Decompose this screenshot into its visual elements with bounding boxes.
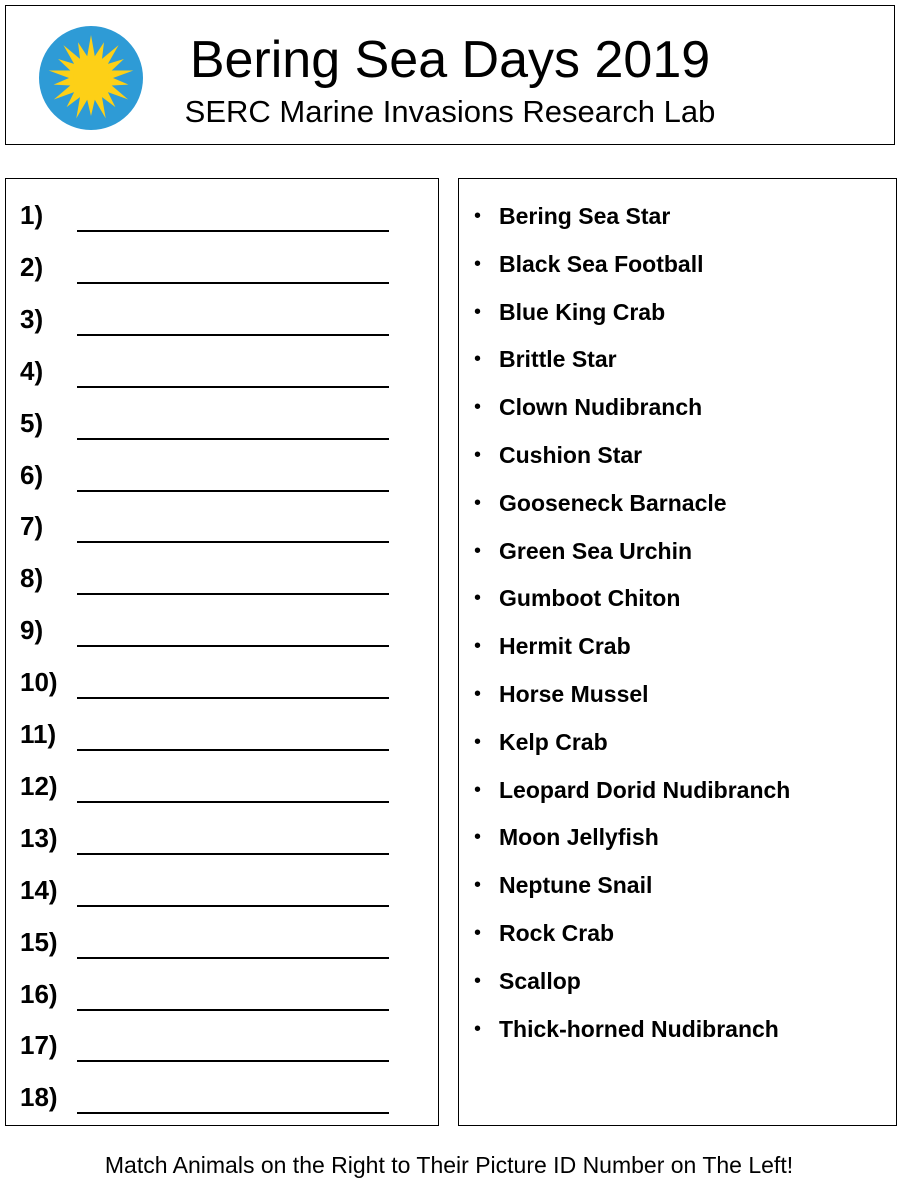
answer-number: 18) <box>20 1082 58 1113</box>
animal-name: Horse Mussel <box>499 681 649 707</box>
answer-blank-line[interactable] <box>77 282 389 284</box>
answer-row <box>6 301 438 341</box>
animal-list-item <box>459 773 896 807</box>
animal-name: Gumboot Chiton <box>499 585 681 612</box>
page-subtitle: SERC Marine Invasions Research Lab <box>184 94 716 129</box>
answer-row <box>6 508 438 548</box>
answer-row <box>6 457 438 497</box>
answer-row <box>6 716 438 756</box>
animal-list-panel <box>458 178 897 1126</box>
instruction-footer: Match Animals on the Right to Their Picture ID Number on The Left! <box>104 1152 794 1178</box>
answer-number: 13) <box>20 822 58 853</box>
answer-blank-line[interactable] <box>77 334 389 336</box>
answer-row <box>6 924 438 964</box>
answer-blank-line[interactable] <box>77 853 389 855</box>
answer-sheet-panel <box>5 178 439 1126</box>
answer-row <box>6 976 438 1016</box>
answer-row <box>6 560 438 600</box>
bullet-icon: • <box>474 252 482 275</box>
answer-number: 7) <box>20 511 44 542</box>
answer-row <box>6 664 438 704</box>
bullet-icon: • <box>474 205 482 227</box>
bullet-icon: • <box>474 874 482 897</box>
animal-list-item <box>459 677 896 711</box>
answer-blank-line[interactable] <box>77 230 389 232</box>
animal-name: Blue King Crab <box>499 298 666 325</box>
bullet-icon: • <box>474 491 482 514</box>
answer-blank-line[interactable] <box>77 801 389 803</box>
bullet-icon: • <box>474 396 482 419</box>
answer-number: 14) <box>20 874 58 905</box>
answer-row <box>6 249 438 289</box>
answer-blank-line[interactable] <box>77 749 389 751</box>
answer-blank-line[interactable] <box>77 386 389 388</box>
animal-name: Leopard Dorid Nudibranch <box>499 776 791 803</box>
animal-name: Black Sea Football <box>499 250 704 277</box>
page-title: Bering Sea Days 2019 <box>189 31 711 89</box>
animal-list-item <box>459 820 896 854</box>
answer-blank-line[interactable] <box>77 1009 389 1011</box>
animal-list-item <box>459 342 896 376</box>
answer-row <box>6 820 438 860</box>
animal-list-item <box>459 868 896 902</box>
bullet-icon: • <box>474 683 482 705</box>
answer-blank-line[interactable] <box>77 957 389 959</box>
answer-row <box>6 612 438 652</box>
bullet-icon: • <box>474 1017 482 1040</box>
animal-list-item <box>459 964 896 998</box>
animal-name: Thick-horned Nudibranch <box>499 1015 779 1042</box>
answer-number: 11) <box>20 719 57 749</box>
bullet-icon: • <box>474 922 482 944</box>
animal-list-item <box>459 438 896 472</box>
animal-name: Gooseneck Barnacle <box>499 489 727 516</box>
answer-row <box>6 353 438 393</box>
animal-name: Cushion Star <box>499 442 643 468</box>
bullet-icon: • <box>474 348 482 371</box>
answer-blank-line[interactable] <box>77 645 389 647</box>
answer-blank-line[interactable] <box>77 438 389 440</box>
animal-name: Rock Crab <box>499 920 615 946</box>
animal-list-item <box>459 295 896 329</box>
answer-blank-line[interactable] <box>77 697 389 699</box>
answer-number: 5) <box>20 407 44 438</box>
animal-name: Scallop <box>499 967 581 994</box>
answer-blank-line[interactable] <box>77 1060 389 1062</box>
answer-number: 1) <box>20 200 44 230</box>
answer-number: 2) <box>20 251 44 282</box>
answer-blank-line[interactable] <box>77 593 389 595</box>
answer-number: 3) <box>20 303 44 334</box>
animal-name: Green Sea Urchin <box>499 537 693 564</box>
answer-number: 9) <box>20 615 44 646</box>
answer-row <box>6 872 438 912</box>
answer-number: 8) <box>20 563 44 594</box>
bullet-icon: • <box>474 300 482 323</box>
answer-blank-line[interactable] <box>77 541 389 543</box>
answer-blank-line[interactable] <box>77 490 389 492</box>
animal-name: Bering Sea Star <box>499 203 671 229</box>
answer-number: 16) <box>20 978 58 1009</box>
bullet-icon: • <box>474 730 482 753</box>
animal-list-item <box>459 534 896 568</box>
animal-list-item <box>459 629 896 663</box>
answer-blank-line[interactable] <box>77 1112 389 1114</box>
animal-list-item <box>459 916 896 950</box>
bullet-icon: • <box>474 969 482 992</box>
bullet-icon: • <box>474 826 482 849</box>
answer-blank-line[interactable] <box>77 905 389 907</box>
bullet-icon: • <box>474 635 482 658</box>
answer-row <box>6 1027 438 1067</box>
bullet-icon: • <box>474 539 482 562</box>
animal-list-item <box>459 199 896 233</box>
animal-list-item <box>459 247 896 281</box>
animal-name: Clown Nudibranch <box>499 394 703 421</box>
header <box>5 5 895 145</box>
animal-list-item <box>459 390 896 424</box>
answer-number: 10) <box>20 667 58 698</box>
animal-name: Moon Jellyfish <box>499 824 659 851</box>
bullet-icon: • <box>474 587 482 610</box>
answer-number: 4) <box>20 355 44 386</box>
animal-name: Brittle Star <box>499 346 617 373</box>
animal-list-item <box>459 725 896 759</box>
answer-row <box>6 405 438 445</box>
answer-number: 15) <box>20 926 58 957</box>
animal-name: Neptune Snail <box>499 872 653 899</box>
animal-list-item <box>459 1012 896 1046</box>
bullet-icon: • <box>474 444 482 466</box>
animal-list-item <box>459 486 896 520</box>
answer-row <box>6 197 438 237</box>
answer-number: 6) <box>20 459 44 490</box>
animal-name: Hermit Crab <box>499 633 631 660</box>
answer-row <box>6 1079 438 1119</box>
animal-list-item <box>459 581 896 615</box>
answer-number: 12) <box>20 770 58 801</box>
answer-row <box>6 768 438 808</box>
bullet-icon: • <box>474 778 482 801</box>
answer-number: 17) <box>20 1030 58 1061</box>
animal-name: Kelp Crab <box>499 728 608 755</box>
